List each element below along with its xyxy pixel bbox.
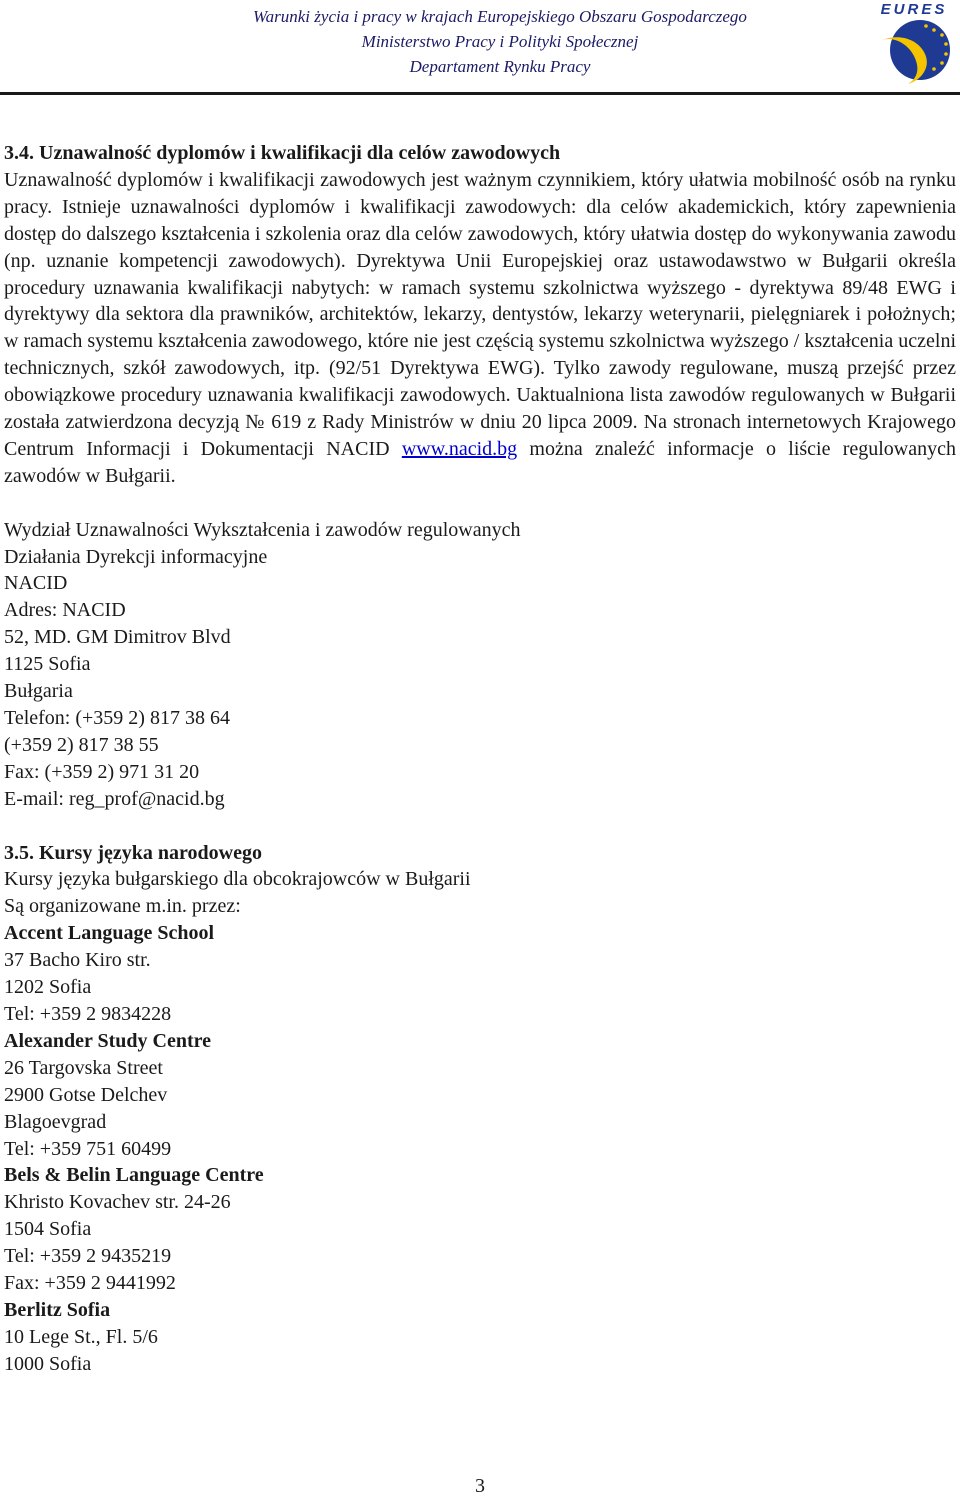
page-number: 3 [475,1475,485,1497]
school-name: Alexander Study Centre [4,1029,212,1052]
school-line: Blagoevgrad [4,1110,107,1133]
school-entry [4,1162,956,1297]
contact-email: E-mail: reg_prof@nacid.bg [4,787,225,810]
spacer [4,813,956,840]
eures-logo [874,0,954,86]
header-line-3: Departament Rynku Pracy [409,57,591,76]
nacid-contact-block [4,517,956,813]
recognition-text: Uznawalność dyplomów i kwalifikacji zawodowych jest ważnym czynnikiem, który ułatwia mobilność osób na rynku pracy. Istnieje uznawalności dyplomów i kwalifikacji zawodowych: dla celów akademickich, który zapewnienia dostęp do dalszego kształcenia i szkolenia oraz dla celów zawodowych, który ułatwia dostęp do wykonywania zawodu (np. uznanie kompetencji zawodowych). Dyrektywa Unii Europejskiej oraz ustawodawstwo w Bułgarii określa procedury uznawania kwalifikacji nabytych: w ramach systemu szkolnictwa wyższego - dyrektywa 89/48 EWG i dyrektywy dla sektora dla prawników, architektów, lekarzy, dentystów, lekarzy weterynarii, pielęgniarek i położnych; w ramach systemu kształcenia zawodowego, które nie jest częścią systemu szkolnictwa wyższego / kształcenia uczelni technicznych, szkół zawodowych, itp. (92/51 Dyrektywa EWG). Tylko zawody regulowane, muszą przejść przez obowiązkowe procedury uznawania kwalifikacji zawodowych. Uaktualniona lista zawodów regulowanych w Bułgarii została zatwierdzona decyzją № 619 z Rady Ministrów w dniu 20 lipca 2009. Na stronach internetowych Krajowego Centrum Informacji i Dokumentacji NACID [4,168,956,460]
school-name: Accent Language School [4,922,214,945]
recognition-paragraph [4,167,956,490]
header-line-1: Warunki życia i pracy w krajach Europejskiego Obszaru Gospodarczego [253,7,747,26]
document-body [4,140,956,1378]
courses-intro: Kursy języka bułgarskiego dla obcokrajowców w Bułgarii [4,868,471,891]
section-3-5-heading: 3.5. Kursy języka narodowego [4,841,262,864]
contact-line: Adres: NACID [4,599,126,622]
contact-line: 52, MD. GM Dimitrov Blvd [4,626,231,649]
header-divider [0,92,960,95]
contact-line: Fax: (+359 2) 971 31 20 [4,760,200,783]
courses-intro-2: Są organizowane m.in. przez: [4,895,241,918]
school-line: Khristo Kovachev str. 24-26 [4,1191,231,1214]
contact-line: Bułgaria [4,680,73,703]
school-line: Fax: +359 2 9441992 [4,1272,176,1295]
school-line: Tel: +359 2 9435219 [4,1245,172,1268]
contact-line: Działania Dyrekcji informacyjne [4,545,268,568]
section-3-4-heading: 3.4. Uznawalność dyplomów i kwalifikacji dla celów zawodowych [4,142,561,164]
school-line: Tel: +359 751 60499 [4,1137,172,1160]
recognition-text-end: można znaleźć informacje o liście regulowanych zawodów w Bułgarii. [4,437,956,487]
school-entry [4,1028,956,1163]
school-line: 10 Lege St., Fl. 5/6 [4,1325,158,1348]
contact-line: NACID [4,572,68,595]
school-line: 26 Targovska Street [4,1056,163,1079]
contact-line: Wydział Uznawalności Wykształcenia i zawodów regulowanych [4,518,521,541]
school-entry [4,920,956,1028]
contact-line: 1125 Sofia [4,653,91,676]
header-line-2: Ministerstwo Pracy i Polityki Społecznej [361,32,639,51]
eures-logo-text: EURES [880,1,948,18]
spacer [4,490,956,517]
school-line: 37 Bacho Kiro str. [4,949,151,972]
contact-line: Telefon: (+359 2) 817 38 64 [4,707,230,730]
school-line: Tel: +359 2 9834228 [4,1002,172,1025]
school-name: Berlitz Sofia [4,1298,111,1321]
contact-line: (+359 2) 817 38 55 [4,733,159,756]
page-header [0,0,960,80]
nacid-link[interactable]: www.nacid.bg [401,437,518,460]
school-line: 1000 Sofia [4,1352,92,1375]
school-name: Bels & Belin Language Centre [4,1164,264,1187]
school-line: 1504 Sofia [4,1218,92,1241]
school-entry [4,1297,956,1378]
school-line: 2900 Gotse Delchev [4,1083,168,1106]
school-line: 1202 Sofia [4,976,92,999]
header-text [140,4,860,79]
